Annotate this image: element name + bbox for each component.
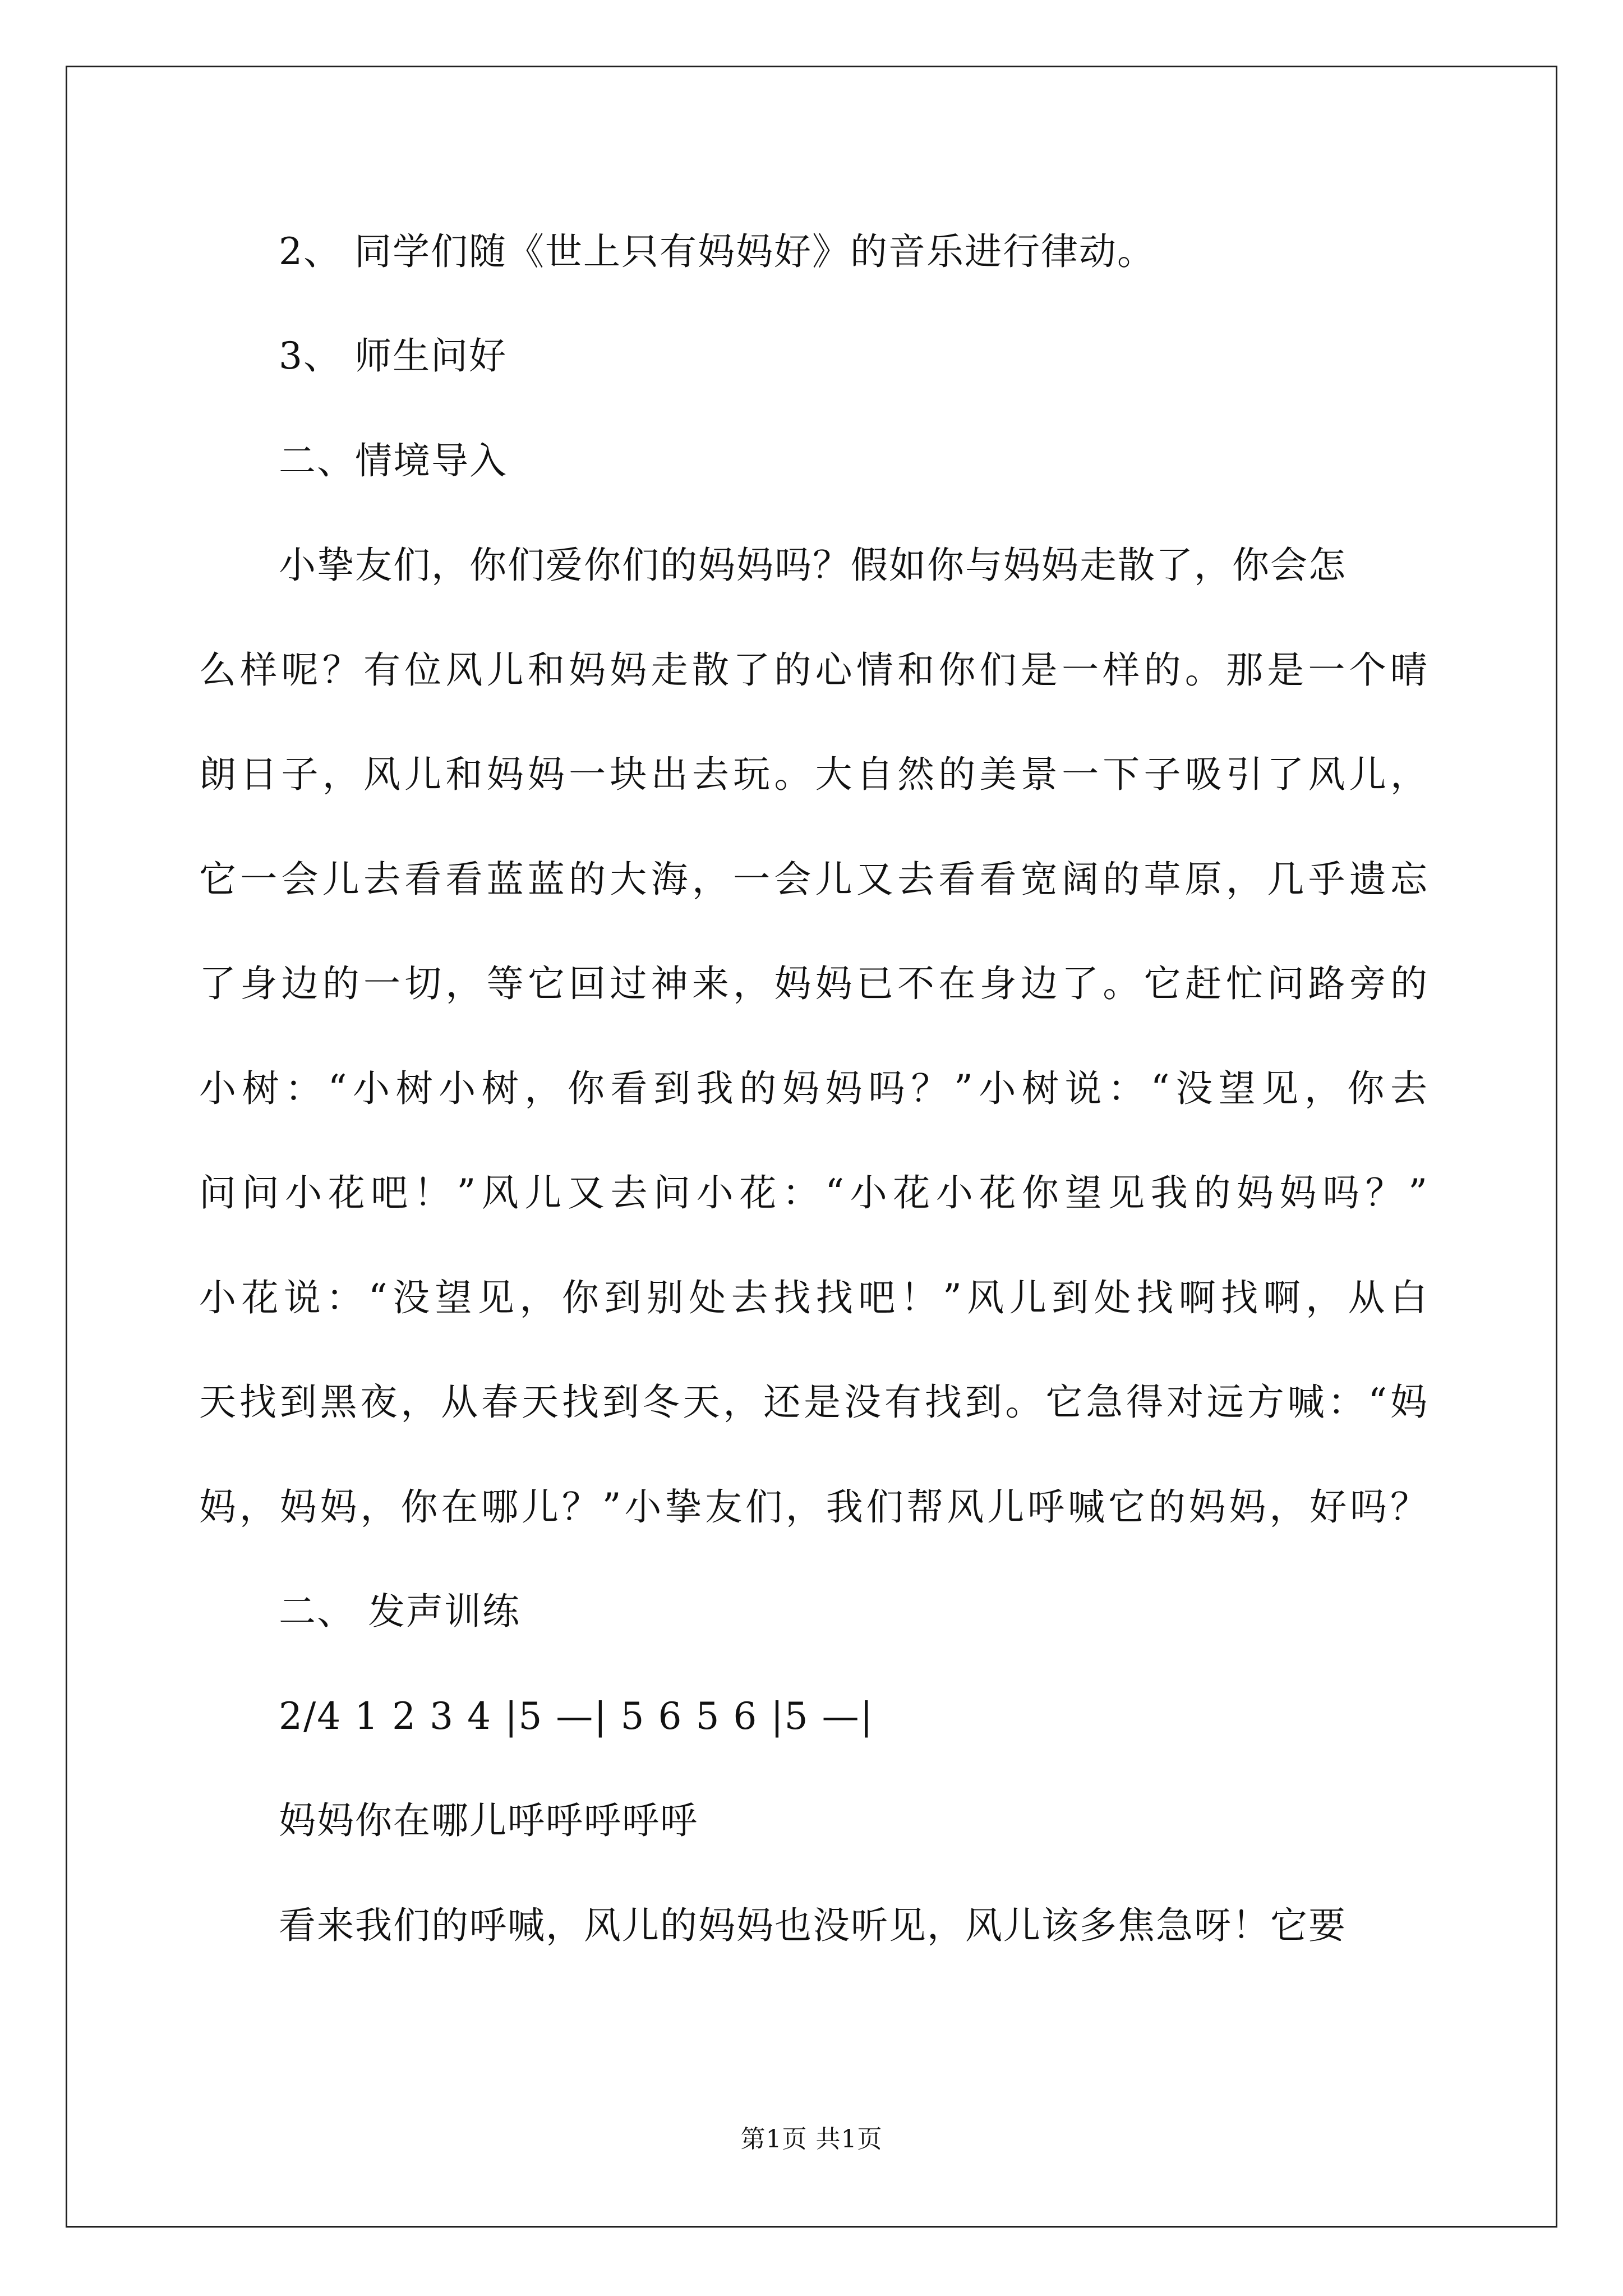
- story-line: 妈，妈妈，你在哪儿？”小挚友们，我们帮风儿呼喊它的妈妈，好吗？: [199, 1485, 1428, 1529]
- story-line: 么样呢？有位风儿和妈妈走散了的心情和你们是一样的。那是一个晴: [199, 648, 1428, 692]
- story-line: 问问小花吧！”风儿又去问小花：“小花小花你望见我的妈妈吗？”: [199, 1171, 1428, 1214]
- story-line: 天找到黑夜，从春天找到冬天，还是没有找到。它急得对远方喊：“妈: [199, 1381, 1428, 1424]
- story-line: 它一会儿去看看蓝蓝的大海，一会儿又去看看宽阔的草原，几乎遗忘: [199, 858, 1428, 901]
- paragraph-last-line: 看来我们的呼喊，风儿的妈妈也没听见，风儿该多焦急呀！它要: [279, 1904, 1347, 1947]
- story-line: 朗日子，风儿和妈妈一块出去玩。大自然的美景一下子吸引了风儿，: [199, 753, 1428, 796]
- list-item-2: 2、 同学们随《世上只有妈妈好》的音乐进行律动。: [279, 230, 1155, 273]
- page-number-footer: 第1页 共1页: [740, 2125, 883, 2154]
- section-heading-situation: 二、情境导入: [279, 439, 508, 482]
- list-item-3: 3、 师生问好: [279, 334, 507, 378]
- story-line: 小树：“小树小树，你看到我的妈妈吗？”小树说：“没望见，你去: [199, 1067, 1428, 1110]
- section-heading-vocal: 二、 发声训练: [279, 1590, 520, 1633]
- lyrics-line: 妈妈你在哪儿呼呼呼呼呼: [279, 1799, 698, 1842]
- music-notation: 2/4 1 2 3 4 |5 —| 5 6 5 6 |5 —|: [279, 1695, 874, 1738]
- story-line: 了身边的一切，等它回过神来，妈妈已不在身边了。它赶忙问路旁的: [199, 962, 1428, 1005]
- story-line: 小花说：“没望见，你到别处去找找吧！”风儿到处找啊找啊，从白: [199, 1276, 1428, 1319]
- story-line: 小挚友们，你们爱你们的妈妈吗？假如你与妈妈走散了，你会怎: [279, 544, 1347, 587]
